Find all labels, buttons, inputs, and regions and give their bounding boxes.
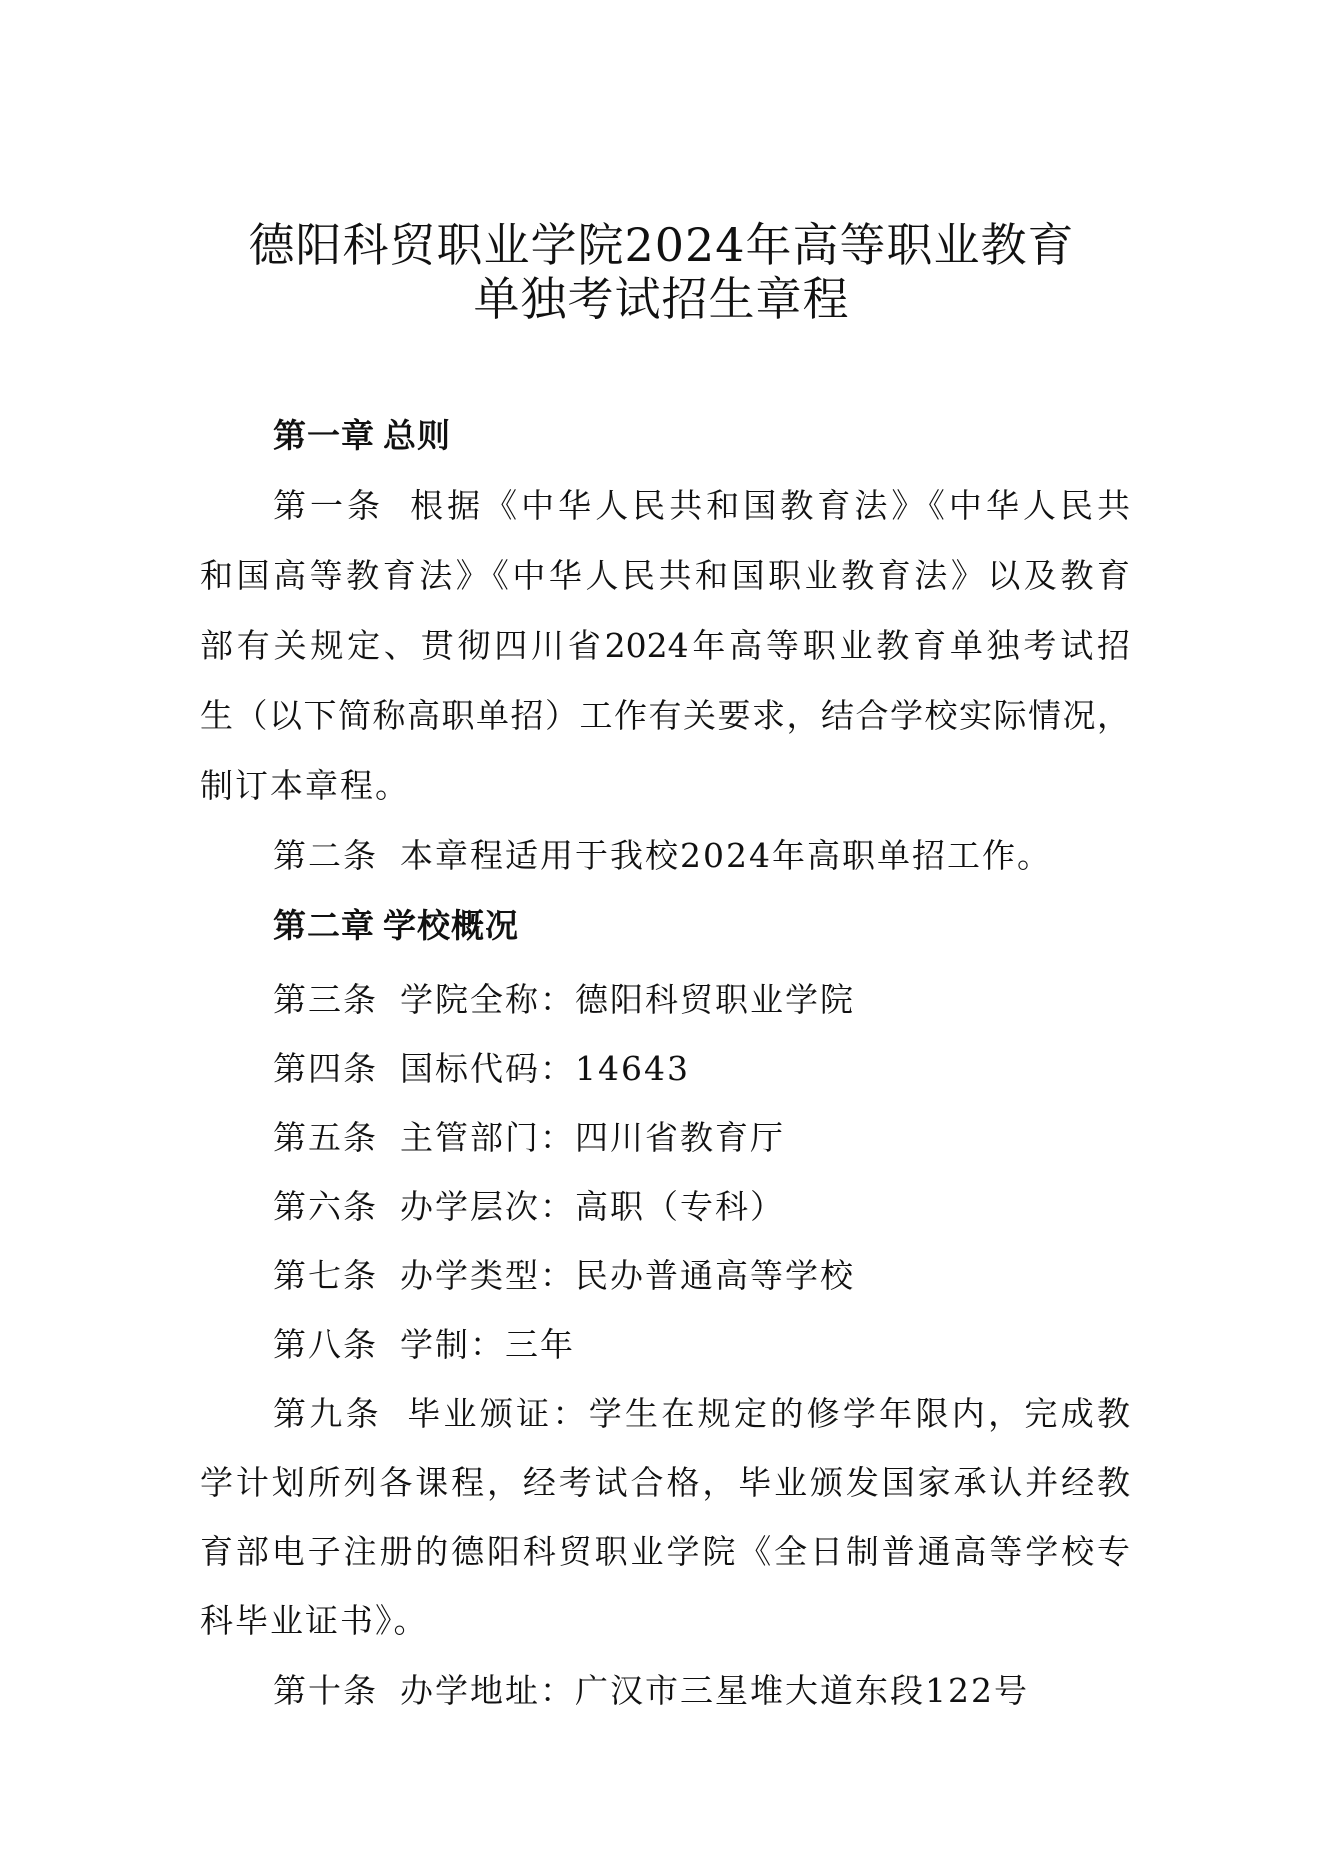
article-1-line-2: 和国高等教育法》《中华人民共和国职业教育法》以及教育 xyxy=(200,556,1130,595)
chapter-2-heading xyxy=(273,906,1130,945)
article-7 xyxy=(273,1256,1130,1295)
article-9-line-1 xyxy=(273,1394,1131,1433)
article-1-label: 第一条 xyxy=(273,486,385,525)
article-5-key: 主管部门： xyxy=(400,1118,575,1157)
article-9-label: 第九条 xyxy=(273,1394,382,1433)
article-10-label: 第十条 xyxy=(273,1671,378,1710)
article-9-text-1: 毕业颁证：学生在规定的修学年限内，完成教 xyxy=(403,1394,1131,1433)
article-9-line-2: 学计划所列各课程，经考试合格，毕业颁发国家承认并经教 xyxy=(200,1463,1130,1502)
article-3-value: 德阳科贸职业学院 xyxy=(575,980,855,1019)
article-6-key: 办学层次： xyxy=(400,1187,575,1226)
article-3 xyxy=(273,980,1130,1019)
article-2 xyxy=(273,836,1130,875)
article-8-key: 学制： xyxy=(400,1325,505,1364)
article-7-key: 办学类型： xyxy=(400,1256,575,1295)
article-5-label: 第五条 xyxy=(273,1118,378,1157)
article-10 xyxy=(273,1671,1130,1710)
article-8-label: 第八条 xyxy=(273,1325,378,1364)
article-7-label: 第七条 xyxy=(273,1256,378,1295)
document-title-line-2: 单独考试招生章程 xyxy=(473,272,850,326)
article-9-line-4: 科毕业证书》。 xyxy=(200,1601,429,1640)
document-title-line-1: 德阳科贸职业学院2024年高等职业教育 xyxy=(248,218,1075,272)
article-6 xyxy=(273,1187,1130,1226)
article-8-value: 三年 xyxy=(505,1325,575,1364)
chapter-1-heading xyxy=(273,416,1130,455)
article-10-key: 办学地址： xyxy=(400,1671,575,1710)
article-1-line-4: 生（以下简称高职单招）工作有关要求，结合学校实际情况， xyxy=(200,696,1130,735)
article-8 xyxy=(273,1325,1130,1364)
article-1-text-1: 根据《中华人民共和国教育法》《中华人民共 xyxy=(406,486,1131,525)
article-6-value: 高职（专科） xyxy=(575,1187,785,1226)
chapter-2-label: 第二章 xyxy=(273,906,375,945)
article-4-label: 第四条 xyxy=(273,1049,378,1088)
article-4-value: 14643 xyxy=(575,1049,690,1088)
article-9-line-3: 育部电子注册的德阳科贸职业学院《全日制普通高等学校专 xyxy=(200,1532,1130,1571)
article-1-line-5: 制订本章程。 xyxy=(200,766,410,805)
article-6-label: 第六条 xyxy=(273,1187,378,1226)
article-7-value: 民办普通高等学校 xyxy=(575,1256,855,1295)
article-10-value: 广汉市三星堆大道东段122号 xyxy=(575,1671,1029,1710)
article-4 xyxy=(273,1049,1130,1088)
article-3-key: 学院全称： xyxy=(400,980,575,1019)
article-5-value: 四川省教育厅 xyxy=(575,1118,785,1157)
article-5 xyxy=(273,1118,1130,1157)
article-2-text: 本章程适用于我校2024年高职单招工作。 xyxy=(400,836,1052,875)
chapter-1-label: 第一章 xyxy=(273,416,375,455)
chapter-1-name: 总则 xyxy=(383,416,451,455)
article-1-line-1 xyxy=(273,486,1131,525)
article-2-label: 第二条 xyxy=(273,836,378,875)
chapter-2-name: 学校概况 xyxy=(383,906,519,945)
article-4-key: 国标代码： xyxy=(400,1049,575,1088)
article-1-line-3: 部有关规定、贯彻四川省2024年高等职业教育单独考试招 xyxy=(200,626,1130,665)
article-3-label: 第三条 xyxy=(273,980,378,1019)
